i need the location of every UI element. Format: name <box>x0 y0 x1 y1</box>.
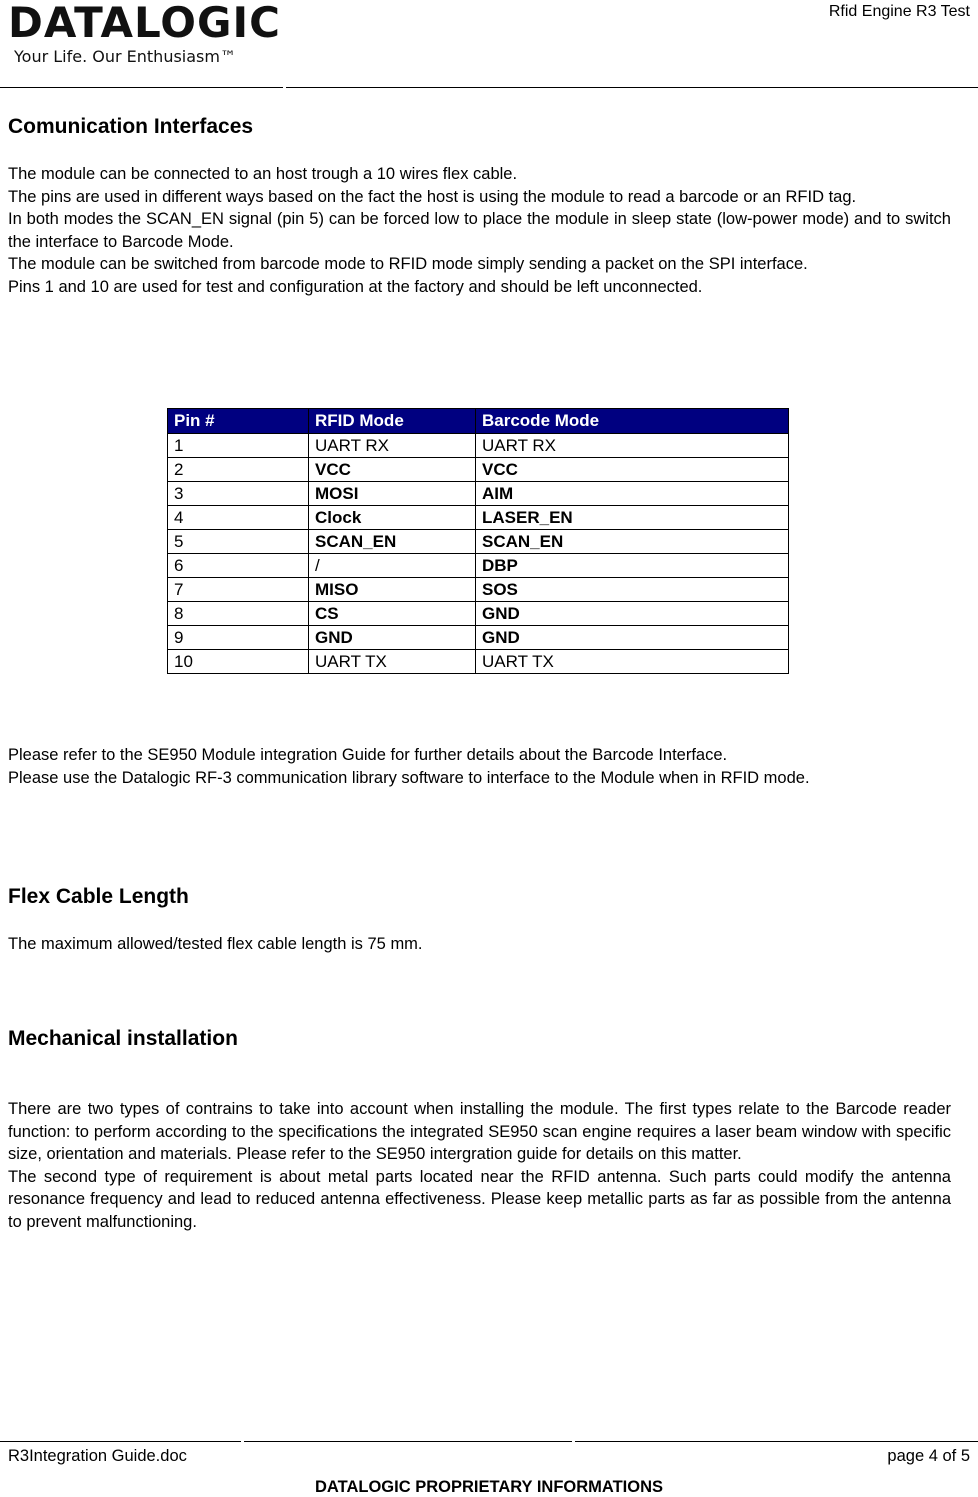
table-row <box>168 602 789 626</box>
paragraph: Pins 1 and 10 are used for test and configuration at the factory and should be left unconnected. <box>8 277 703 296</box>
barcode-mode-cell: VCC <box>476 458 789 482</box>
section-title-flex-cable: Flex Cable Length <box>8 885 189 908</box>
pin-number-cell: 10 <box>168 650 309 674</box>
rfid-mode-cell: Clock <box>309 506 476 530</box>
barcode-mode-cell: SOS <box>476 578 789 602</box>
column-header-pin: Pin # <box>168 409 309 434</box>
rfid-mode-cell: UART RX <box>309 434 476 458</box>
paragraph: The second type of requirement is about metal parts located near the RFID antenna. Such parts could modify the antenna resonance frequency and lead to reduced antenna effectiveness. Please keep metallic parts as far as possible from the antenna to prevent malfunctioning. <box>8 1167 951 1231</box>
paragraph: The module can be switched from barcode mode to RFID mode simply sending a packet on the SPI interface. <box>8 255 808 273</box>
pin-number-cell: 1 <box>168 434 309 458</box>
rfid-mode-cell: VCC <box>309 458 476 482</box>
table-row <box>168 506 789 530</box>
table-row <box>168 578 789 602</box>
barcode-mode-cell: GND <box>476 626 789 650</box>
barcode-mode-cell: DBP <box>476 554 789 578</box>
paragraph: Please use the Datalogic RF-3 communication library software to interface to the Module when in RFID mode. <box>8 768 810 787</box>
paragraph: Please refer to the SE950 Module integration Guide for further details about the Barcode Interface. <box>8 746 728 764</box>
table-row <box>168 482 789 506</box>
rfid-mode-cell: CS <box>309 602 476 626</box>
pin-table <box>167 408 789 674</box>
table-header-row <box>168 409 789 434</box>
table-row <box>168 650 789 674</box>
paragraph: The module can be connected to an host trough a 10 wires flex cable. <box>8 165 518 183</box>
barcode-mode-cell: UART RX <box>476 434 789 458</box>
barcode-mode-cell: AIM <box>476 482 789 506</box>
pin-number-cell: 4 <box>168 506 309 530</box>
footer-divider-middle <box>244 1441 572 1442</box>
section-title-communication: Comunication Interfaces <box>8 115 254 138</box>
footer-proprietary-notice: DATALOGIC PROPRIETARY INFORMATIONS <box>314 1478 664 1496</box>
rfid-mode-cell: / <box>309 554 476 578</box>
barcode-mode-cell: UART TX <box>476 650 789 674</box>
logo-tagline: Your Life. Our Enthusiasm™ <box>14 47 236 66</box>
pin-number-cell: 8 <box>168 602 309 626</box>
column-header-barcode-mode: Barcode Mode <box>476 409 789 434</box>
rfid-mode-cell: GND <box>309 626 476 650</box>
rfid-mode-cell: MOSI <box>309 482 476 506</box>
header-divider-right <box>286 87 978 88</box>
pin-number-cell: 7 <box>168 578 309 602</box>
pin-number-cell: 2 <box>168 458 309 482</box>
footer-file-name: R3Integration Guide.doc <box>8 1447 187 1465</box>
paragraph: There are two types of contrains to take into account when installing the module. The first types relate to the Barcode reader function: to perform according to the specifications the integrated SE950 scan engine requires a laser beam window with specific size, orientation and materials. Please refer to the SE950 intergration guide for details on this matter. <box>8 1100 951 1163</box>
section-title-mechanical: Mechanical installation <box>8 1027 238 1050</box>
footer-page-number: page 4 of 5 <box>887 1447 970 1465</box>
communication-body <box>8 163 951 298</box>
table-row <box>168 434 789 458</box>
paragraph: In both modes the SCAN_EN signal (pin 5) can be forced low to place the module in sleep state (low-power mode) and to switch the interface to Barcode Mode. <box>8 210 951 251</box>
logo-wordmark: DATALOGIC <box>8 0 281 47</box>
barcode-mode-cell: SCAN_EN <box>476 530 789 554</box>
column-header-rfid-mode: RFID Mode <box>309 409 476 434</box>
table-row <box>168 554 789 578</box>
pin-number-cell: 9 <box>168 626 309 650</box>
rfid-mode-cell: UART TX <box>309 650 476 674</box>
footer-divider-left <box>0 1441 241 1442</box>
pin-number-cell: 5 <box>168 530 309 554</box>
barcode-mode-cell: LASER_EN <box>476 506 789 530</box>
company-logo <box>8 2 283 66</box>
rfid-mode-cell: SCAN_EN <box>309 530 476 554</box>
pin-number-cell: 6 <box>168 554 309 578</box>
paragraph: The maximum allowed/tested flex cable length is 75 mm. <box>8 935 423 953</box>
document-title: Rfid Engine R3 Test <box>828 3 970 20</box>
table-row <box>168 458 789 482</box>
rfid-mode-cell: MISO <box>309 578 476 602</box>
flex-body <box>8 933 951 956</box>
footer-divider-right <box>575 1441 978 1442</box>
mechanical-body <box>8 1098 951 1233</box>
table-row <box>168 626 789 650</box>
refer-body <box>8 744 951 789</box>
table-row <box>168 530 789 554</box>
header-divider-left <box>0 87 283 88</box>
paragraph: The pins are used in different ways based on the fact the host is using the module to read a barcode or an RFID tag. <box>8 187 857 206</box>
barcode-mode-cell: GND <box>476 602 789 626</box>
pin-number-cell: 3 <box>168 482 309 506</box>
